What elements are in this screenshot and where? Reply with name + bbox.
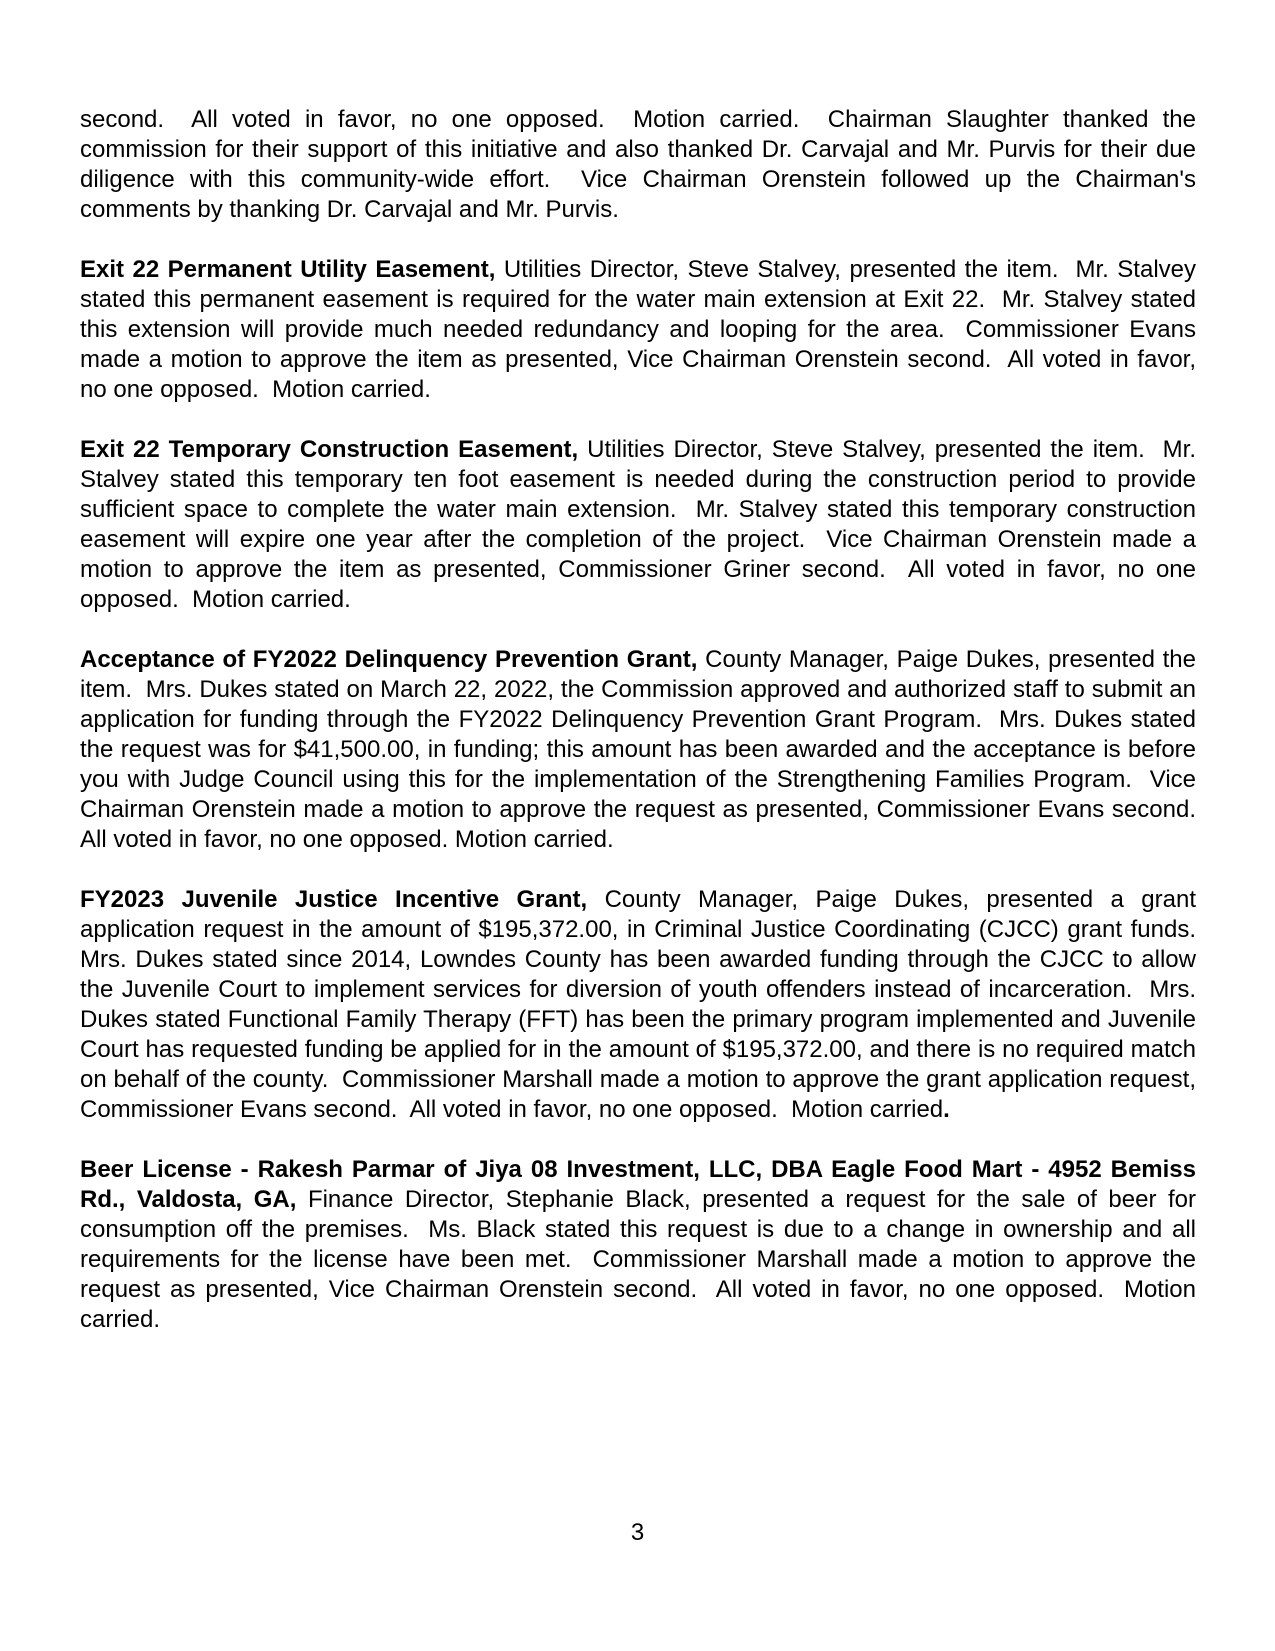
paragraph-lead-bold: Acceptance of FY2022 Delinquency Prevention Grant,	[80, 646, 698, 673]
paragraph-beer-license	[80, 1155, 1203, 1335]
paragraph-lead-bold: Beer License - Rakesh Parmar of Jiya 08 Investment, LLC, DBA Eagle Food Mart - 4952 Bemiss Rd., Valdosta, GA,	[80, 1156, 1203, 1213]
paragraph-body: County Manager, Paige Dukes, presented a grant application request in the amount of $195,372.00, in Criminal Justice Coordinating (CJCC) grant funds. Mrs. Dukes stated since 2014, Lowndes County has been awarded funding through the CJCC to allow the Juvenile Court to implement services for diversion of youth offenders instead of incarceration. Mrs. Dukes stated Functional Family Therapy (FFT) has been the primary program implemented and Juvenile Court has requested funding be applied for in the amount of $195,372.00, and there is no required match on behalf of the county. Commissioner Marshall made a motion to approve the grant application request, Commissioner Evans second. All voted in favor, no one opposed. Motion carried	[80, 886, 1210, 1123]
page-number: 3	[630, 1519, 645, 1546]
paragraph-body: second. All voted in favor, no one opposed. Motion carried. Chairman Slaughter thanked the commission for their support of this initiative and also thanked Dr. Carvajal and Mr. Purvis for their due diligence with this community-wide effort. Vice Chairman Orenstein followed up the Chairman's comments by thanking Dr. Carvajal and Mr. Purvis.	[80, 106, 1203, 223]
paragraph-continuation	[80, 105, 1203, 225]
paragraph-lead-bold: Exit 22 Permanent Utility Easement,	[80, 256, 496, 283]
paragraph-body: Finance Director, Stephanie Black, presented a request for the sale of beer for consumption off the premises. Ms. Black stated this request is due to a change in ownership and all requirements for the license have been met. Commissioner Marshall made a motion to approve the request as presented, Vice Chairman Orenstein second. All voted in favor, no one opposed. Motion carried.	[80, 1186, 1203, 1333]
paragraph-lead-bold: Exit 22 Temporary Construction Easement,	[80, 436, 579, 463]
paragraph-exit22-temporary-easement	[80, 435, 1203, 615]
paragraph-exit22-permanent-easement	[80, 255, 1203, 405]
paragraph-body: Utilities Director, Steve Stalvey, presented the item. Mr. Stalvey stated this temporary ten foot easement is needed during the construction period to provide sufficient space to complete the water main extension. Mr. Stalvey stated this temporary construction easement will expire one year after the completion of the project. Vice Chairman Orenstein made a motion to approve the item as presented, Commissioner Griner second. All voted in favor, no one opposed. Motion carried.	[80, 436, 1203, 613]
paragraph-body: County Manager, Paige Dukes, presented the item. Mrs. Dukes stated on March 22, 2022, the Commission approved and authorized staff to submit an application for funding through the FY2022 Delinquency Prevention Grant Program. Mrs. Dukes stated the request was for $41,500.00, in funding; this amount has been awarded and the acceptance is before you with Judge Council using this for the implementation of the Strengthening Families Program. Vice Chairman Orenstein made a motion to approve the request as presented, Commissioner Evans second. All voted in favor, no one opposed. Motion carried.	[80, 646, 1210, 853]
paragraph-fy2023-juvenile-justice-grant	[80, 885, 1210, 1125]
paragraph-lead-bold: FY2023 Juvenile Justice Incentive Grant,	[80, 886, 588, 913]
paragraph-body: Utilities Director, Steve Stalvey, presented the item. Mr. Stalvey stated this permanent easement is required for the water main extension at Exit 22. Mr. Stalvey stated this extension will provide much needed redundancy and looping for the area. Commissioner Evans made a motion to approve the item as presented, Vice Chairman Orenstein second. All voted in favor, no one opposed. Motion carried.	[80, 256, 1203, 403]
minutes-text-block	[80, 105, 1210, 1365]
paragraph-fy2022-delinquency-grant	[80, 645, 1210, 855]
paragraph-tail-bold: .	[943, 1096, 950, 1123]
